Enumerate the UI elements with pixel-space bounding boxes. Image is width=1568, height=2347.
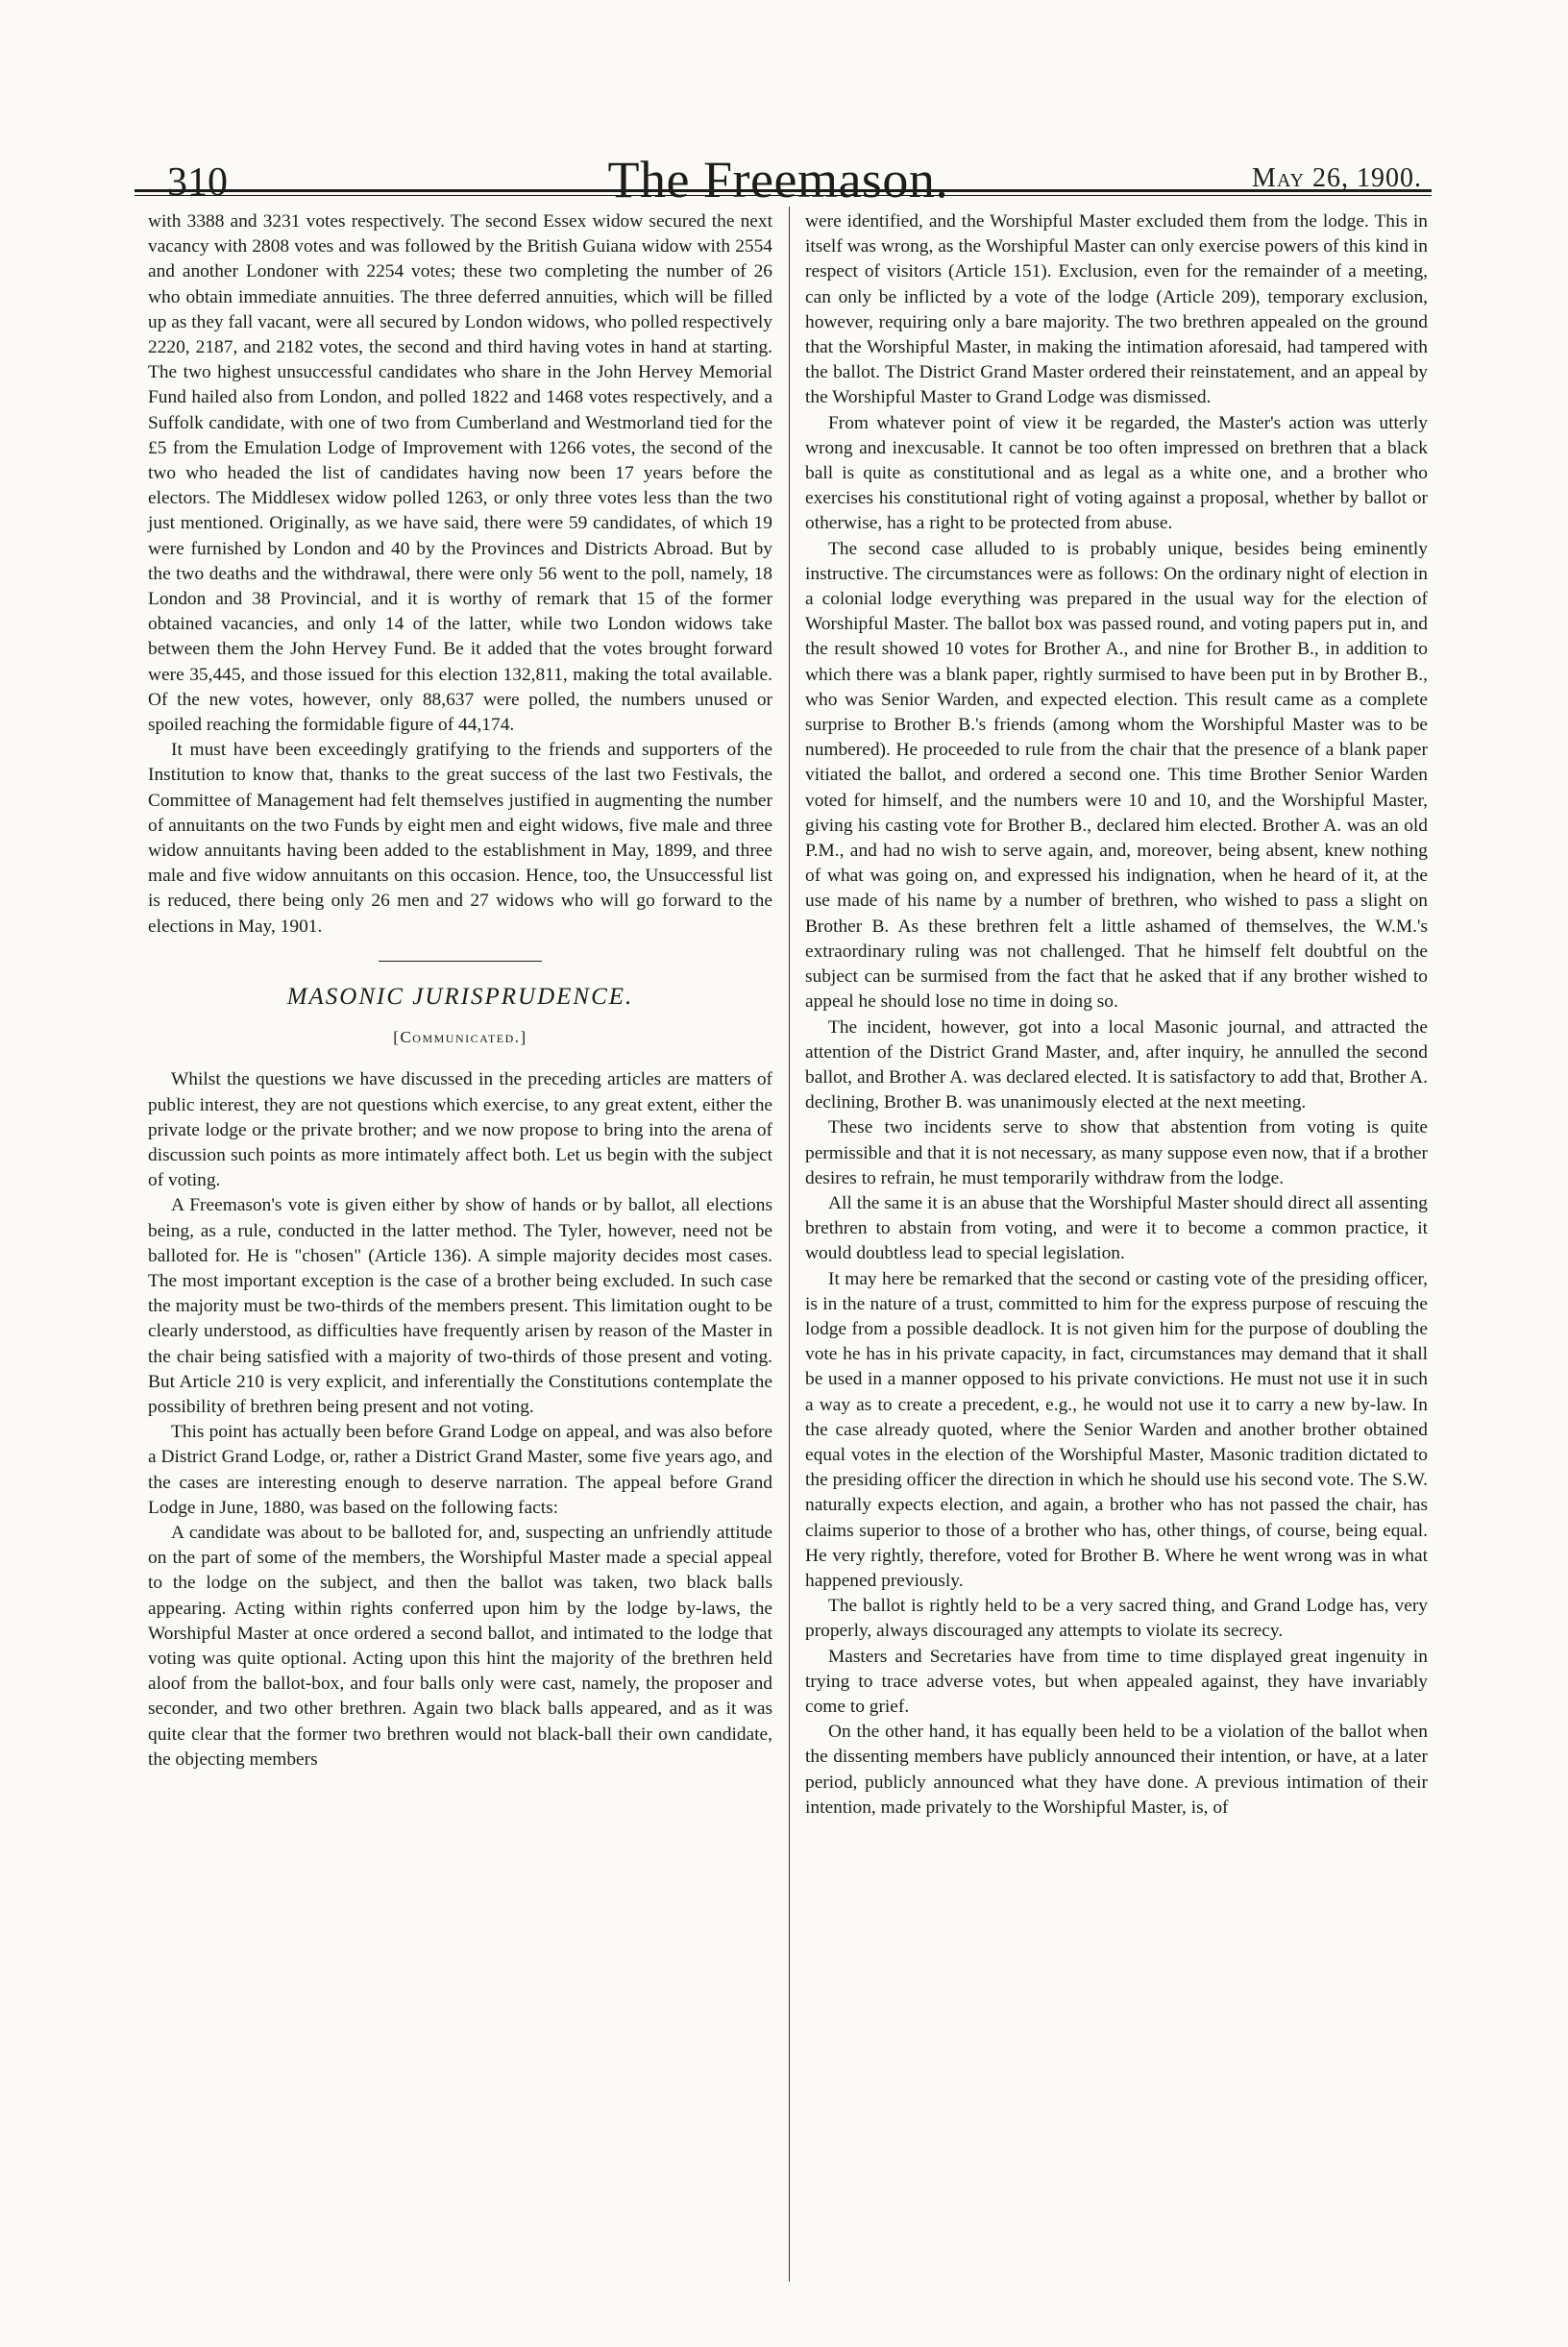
byline: [Communicated.] — [393, 1028, 527, 1047]
left-column — [148, 209, 772, 1772]
column-divider — [789, 207, 790, 2282]
header-rule-thick — [135, 189, 1432, 192]
section-rule — [379, 961, 542, 962]
paragraph: On the other hand, it has equally been held to be a violation of the ballot when the dissenting members have publicly announced their intention, or have, at a later period, publicly announced what they have done. A previous intimation of their intention, made privately to the Worshipful Master, is, of — [805, 1722, 1428, 1818]
paragraph: with 3388 and 3231 votes respectively. The second Essex widow secured the next vacancy with 2808 votes and was followed by the British Guiana widow with 2554 and another Londoner with 2254 votes; these two completing the number of 26 who obtain immediate annuities. The three deferred annuities, which will be filled up as they fall vacant, were all secured by London widows, who polled respectively 2220, 2187, and 2182 votes, the second and third having votes in hand at starting. The two highest unsuccessful candidates who share in the John Hervey Memorial Fund hailed also from London, and polled 1822 and 1468 votes respectively, and a Suffolk candidate, with one of two from Cumberland and Westmorland tied for the £5 from the Emulation Lodge of Improvement with 1266 votes, the second of the two who headed the list of candidates having now been 17 years before the electors. The Middlesex widow polled 1263, or only three votes less than the two just mentioned. Originally, as we have said, there were 59 candidates, of which 19 were furnished by London and 40 by the Provinces and Districts Abroad. But by the two deaths and the withdrawal, there were only 56 went to the poll, namely, 18 London and 38 Provincial, and it is worthy of remark that 15 of the former obtained vacancies, and only 14 of the latter, while two London widows take between them the John Hervey Fund. Be it added that the votes brought forward were 35,445, and those issued for this election 132,811, making the total available. Of the new votes, however, only 88,637 were polled, the numbers unused or spoiled reaching the formidable figure of 44,174. — [148, 211, 772, 736]
paragraph: The incident, however, got into a local Masonic journal, and attracted the attention of the District Grand Master, and, after inquiry, he annulled the second ballot, and Brother A. was declared elected. It is satisfactory to add that, Brother A. declining, Brother B. was unanimously elected at the next meeting. — [805, 1016, 1428, 1113]
paragraph: were identified, and the Worshipful Master excluded them from the lodge. This in itself was wrong, as the Worshipful Master can only exercise powers of this kind in respect of visitors (Article 151). Exclusion, even for the remainder of a meeting, can only be inflicted by a vote of the lodge (Article 209), temporary exclusion, however, requiring only a bare majority. The two brethren appealed on the ground that the Worshipful Master, in making the intimation aforesaid, had tampered with the ballot. The District Grand Master ordered their reinstatement, and an appeal by the Worshipful Master to Grand Lodge was dismissed. — [805, 211, 1428, 408]
paragraph: This point has actually been before Grand Lodge on appeal, and was also before a District Grand Lodge, or, rather a District Grand Master, some five years ago, and the cases are interesting enough to deserve narration. The appeal before Grand Lodge in June, 1880, was based on the following facts: — [148, 1422, 772, 1518]
paragraph: It must have been exceedingly gratifying to the friends and supporters of the Institution to know that, thanks to the great success of the last two Festivals, the Committee of Management had felt themselves justified in augmenting the number of annuitants on the two Funds by eight men and eight widows, five male and three widow annuitants having been added to the establishment in May, 1899, and three male and five widow annuitants on this occasion. Hence, too, the Unsuccessful list is reduced, there being only 26 men and 27 widows who will go forward to the elections in May, 1901. — [148, 740, 772, 937]
paragraph: Masters and Secretaries have from time to time displayed great ingenuity in trying to trace adverse votes, but when appealed against, they have invariably come to grief. — [805, 1646, 1428, 1717]
header-rule-thin — [135, 195, 1432, 196]
page-number: 310 — [167, 160, 228, 205]
paragraph: A candidate was about to be balloted for, and, suspecting an unfriendly attitude on the part of some of the members, the Worshipful Master made a special appeal to the lodge on the subject, and then the ballot was taken, two black balls appearing. Acting within rights conferred upon him by the lodge by-laws, the Worshipful Master at once ordered a second ballot, and intimated to the lodge that voting was quite optional. Acting upon this hint the majority of the brethren held aloof from the ballot-box, and four balls only were cast, namely, the proposer and seconder, and two other brethren. Again two black balls appeared, and as it was quite clear that the former two brethren would not black-ball their own candidate, the objecting members — [148, 1522, 772, 1770]
section-heading: MASONIC JURISPRUDENCE. — [286, 983, 634, 1010]
paragraph: Whilst the questions we have discussed in the preceding articles are matters of public interest, they are not questions which exercise, to any great extent, either the private lodge or the private brother; and we now propose to bring into the arena of discussion such points as more intimately affect both. Let us begin with the subject of voting. — [148, 1069, 772, 1191]
issue-date: May 26, 1900. — [1252, 163, 1422, 193]
paragraph: The second case alluded to is probably unique, besides being eminently instructive. The circumstances were as follows: On the ordinary night of election in a colonial lodge everything was prepared in the usual way for the election of Worshipful Master. The ballot box was passed round, and voting papers put in, and the result showed 10 votes for Brother A., and nine for Brother B., in addition to which there was a blank paper, rightly surmised to have been put in by Brother B., who was Senior Warden, and expected election. This result came as a complete surprise to Brother B.'s friends (among whom the Worshipful Master was to be numbered). He proceeded to rule from the chair that the presence of a blank paper vitiated the ballot, and ordered a second one. This time Brother Senior Warden voted for himself, and the numbers were 10 and 10, and the Worshipful Master, giving his casting vote for Brother B., declared him elected. Brother A. was an old P.M., and had no wish to serve again, and, moreover, being absent, knew nothing of what was going on, and expressed his indignation, when he heard of it, at the use made of his name by a number of brethren, who wished to pass a slight on Brother B. As these brethren felt a little ashamed of themselves, the W.M.'s extraordinary ruling was not challenged. That he himself felt doubtful on the subject can be surmised from the fact that he asked that if any brother wished to appeal he should lose no time in doing so. — [805, 538, 1428, 1013]
right-column — [805, 209, 1428, 1821]
newspaper-title: The Freemason. — [607, 151, 949, 208]
paragraph: It may here be remarked that the second or casting vote of the presiding officer, is in the nature of a trust, committed to him for the express purpose of rescuing the lodge from a possible deadlock. It is not given him for the purpose of doubling the vote he has in his private capacity, in fact, circumstances may demand that it shall be used in a manner opposed to his private convictions. He must not use it in such a way as to create a precedent, e.g., he would not use it to carry a new by-law. In the case already quoted, where the Senior Warden and another brother obtained equal votes in the election of the Worshipful Master, Masonic tradition dictated to the presiding officer the direction in which he should use his second vote. The S.W. naturally expects election, and again, a brother who has not passed the chair, has claims superior to those of a brother who has, other things, of course, being equal. He very rightly, therefore, voted for Brother B. Where he went wrong was in what happened previously. — [805, 1268, 1428, 1591]
paragraph: These two incidents serve to show that abstention from voting is quite permissible and that it is not necessary, as many suppose even now, that if a brother desires to refrain, he must temporarily withdraw from the lodge. — [805, 1117, 1428, 1188]
paragraph: From whatever point of view it be regarded, the Master's action was utterly wrong and inexcusable. It cannot be too often impressed on brethren that a black ball is quite as constitutional and as legal as a white one, and a brother who exercises his constitutional right of voting against a proposal, whether by ballot or otherwise, has a right to be protected from abuse. — [805, 412, 1428, 534]
paragraph: The ballot is rightly held to be a very sacred thing, and Grand Lodge has, very properly, always discouraged any attempts to violate its secrecy. — [805, 1596, 1428, 1642]
paragraph: All the same it is an abuse that the Worshipful Master should direct all assenting brethren to abstain from voting, and were it to become a common practice, it would doubtless lead to special legislation. — [805, 1192, 1428, 1264]
paragraph: A Freemason's vote is given either by show of hands or by ballot, all elections being, as a rule, conducted in the latter method. The Tyler, however, need not be balloted for. He is "chosen" (Article 136). A simple majority decides most cases. The most important exception is the case of a brother being excluded. In such case the majority must be two-thirds of the members present. This limitation ought to be clearly understood, as difficulties have frequently arisen by reason of the Master in the chair being satisfied with a majority of two-thirds of those present and voting. But Article 210 is very explicit, and inferentially the Constitutions contemplate the possibility of brethren being present and not voting. — [148, 1195, 772, 1417]
masthead — [125, 113, 1432, 208]
